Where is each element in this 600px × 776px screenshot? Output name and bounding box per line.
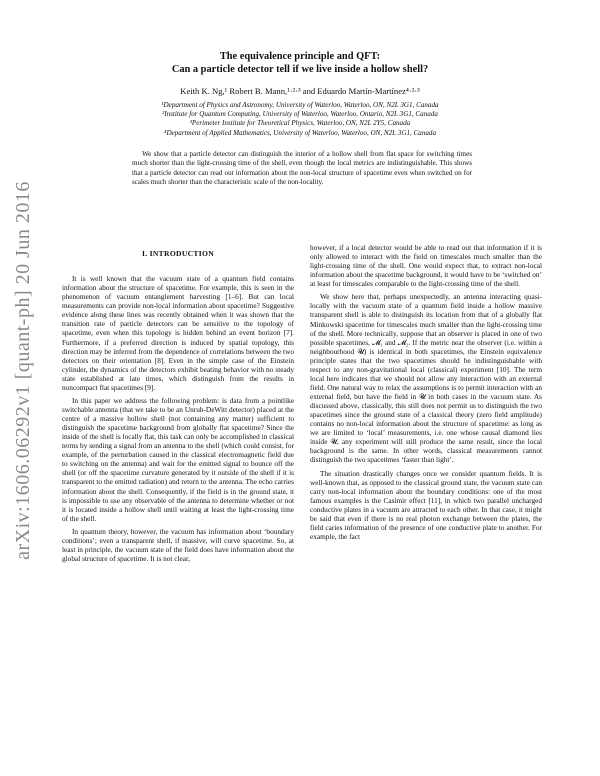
title-line-2: Can a particle detector tell if we live inside a hollow shell? — [171, 64, 429, 75]
paragraph-continued: however, if a local detector would be able to read out that information if it is only allowed to interact with the field on timescales much smaller than the light-crossing time of the shell. One would expect that, to extract non-local information about the spacetime background, it would have to be ‘switched on’ at least for timescales comparable to the light-crossing time of the shell. — [310, 243, 542, 289]
title-line-1: The equivalence principle and QFT: — [219, 51, 381, 62]
author-list: Keith K. Ng,¹ Robert B. Mann,¹·²·³ and Eduardo Martín-Martínez⁴·²·³ — [180, 86, 420, 96]
arxiv-identifier-text: arXiv:1606.06292v1 [quant-ph] 20 Jun 2016 — [11, 180, 34, 560]
paragraph: In quantum theory, however, the vacuum has information about ‘boundary conditions’; even a transparent shell, if massive, will curve spacetime. So, at least in principle, the vacuum state of the field does have information about the global structure of spacetime. It is not clear, — [62, 526, 294, 563]
section-heading-introduction: I. INTRODUCTION — [141, 249, 214, 258]
affiliation-4: ⁴Department of Applied Mathematics, University of Waterloo, Waterloo, ON, N2L 3G1, Canada — [163, 128, 437, 137]
paragraph: In this paper we address the following problem: is data from a pointlike switchable antenna (that we take to be an Unruh-DeWitt detector) placed at the centre of a massive hollow shell (not containing any matter) sufficient to distinguish the spacetime background from globally flat spacetime? Since the inside of the shell is locally flat, this task can only be accomplished in classical terms by sending a signal from an antenna to the shell (which could consist, for example, of the perturbation caused in the classical electromagnetic field due to switching on the antenna) and wait for the emitted signal to bounce off the shell (or off the spacetime curvature generated by it outside of the shell if it is transparent to the emitted radiation) and return to the antenna. The echo carries information about the shell. Consequently, if the field is in the ground state, it is impossible to use any observable of the antenna to determine whether or not it is located inside a hollow shell until waiting at least the light-crossing time of the shell. — [62, 395, 294, 523]
affiliation-1: ¹Department of Physics and Astronomy, University of Waterloo, Waterloo, ON, N2L 3G1, Canada — [161, 101, 439, 109]
arxiv-identifier-stamp — [6, 160, 40, 580]
abstract: We show that a particle detector can distinguish the interior of a hollow shell from flat space for switching times much shorter than the light-crossing time of the shell, even though the local metrics are indistinguishable. This shows that a particle detector can read out information about the non-local structure of spacetime even when switched on for scales much shorter than the characteristic scale of the non-locality. — [132, 150, 472, 187]
paragraph: The situation drastically changes once we consider quantum fields. It is well-known that, as opposed to the classical ground state, the vacuum state can carry non-local information about the boundary conditions: one of the most famous examples is the Casimir effect [11], in which two parallel uncharged conductive plates in a vacuum are attracted to each other. In that case, it might be said that even if there is no real photon exchange between the plates, the field caries information of the presence of one conductive plate to another. For example, the fact — [310, 468, 542, 541]
affiliations — [60, 101, 540, 138]
paper-title — [100, 50, 500, 76]
affiliation-3: ³Perimeter Institute for Theoretical Physics, Waterloo, ON, N2L 2Y5, Canada — [189, 119, 411, 128]
affiliation-2: ²Institute for Quantum Computing, University of Waterloo, Waterloo, Ontario, N2L 3G1, Canada — [162, 110, 438, 119]
paragraph: We show here that, perhaps unexpectedly, an antenna interacting quasi-locally with the vacuum state of a quantum field inside a hollow massive transparent shell is able to distinguish its location from that of a globally flat Minkowski spacetime for timescales much smaller than the light-crossing time of the shell. More technically, suppose that an observer is placed in one of two possible spacetimes, 𝓜₁ and 𝓜₂. If the metric near the observer (i.e. within a neighbourhood 𝓤) is identical in both spacetimes, the Einstein equivalence principle states that the two spacetimes should be indistinguishable with respect to any non-gravitational local (classical) experiment [10]. The term local here indicates that we should not allow any interaction with an external field. One natural way to relax the assumptions is to permit interaction with an external field, but have the field in 𝓤 in both cases in the vacuum state. As discussed above, classically, this still does not permit us to distinguish the two spacetimes since the ground state of a classical theory (zero field amplitude) contains no non-local information about the structure of spacetime: as long as we are limited to ‘local’ measurements, i.e. one whose causal diamond lies inside 𝓤, any experiment will still produce the same result, since the local background is the same. In other words, classical measurements cannot distinguish the two spacetimes ‘faster than light’. — [310, 292, 542, 465]
left-column — [62, 249, 294, 567]
right-column — [310, 243, 542, 545]
paragraph: It is well known that the vacuum state of a quantum field contains information about the structure of spacetime. For example, this is seen in the phenomenon of vacuum entanglement harvesting [1–6]. But can local measurements can provide non-local information about spacetime? Suggestive evidence along these lines was recently obtained when it was shown that the transition rate of particle detectors can be sensitive to the topology of spacetime, even when this topology is hidden behind an event horizon [7]. Furthermore, if a preferred direction is induced by spatial topology, this direction may be inferred from the dependence of correlations between the two detectors on their orientation [8]. Even in the simple case of the Einstein cylinder, the dynamics of the detectors exhibit beating behavior with no steady state established at late times, which distinguish from the results in noncompact flat spacetimes [9]. — [62, 274, 294, 392]
